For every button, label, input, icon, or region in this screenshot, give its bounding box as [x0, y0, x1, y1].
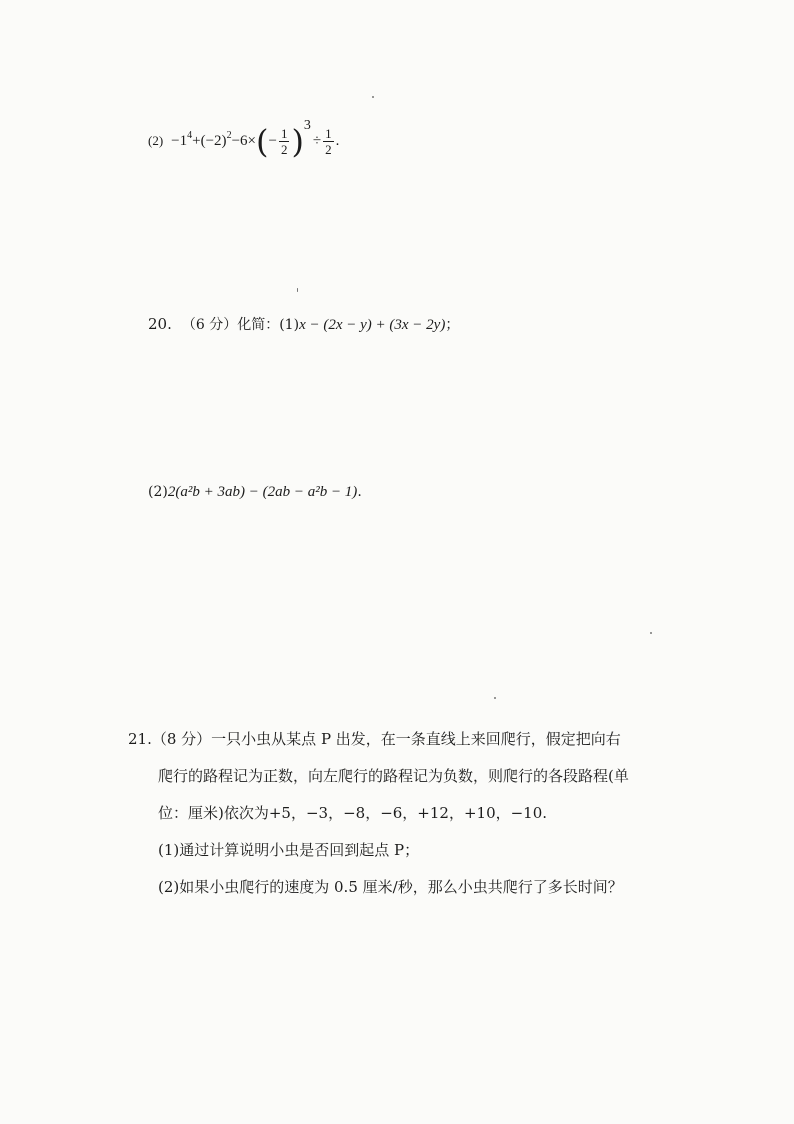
q19-term1: −1: [171, 133, 188, 149]
q19-outer-exp: 3: [303, 118, 311, 133]
q20-part1-expr: x − (2x − y) + (3x − 2y): [299, 317, 446, 333]
q19-fraction: [279, 127, 290, 156]
q20-part2-expr: 2(a²b + 3ab) − (2ab − a²b − 1): [167, 484, 358, 500]
scan-speck: [297, 288, 298, 292]
q19-term3: −6×: [231, 133, 256, 149]
q19-fraction-den: 2: [280, 142, 288, 158]
q19-end: .: [335, 133, 340, 149]
q20-points: （6 分）化简：: [181, 317, 280, 333]
q21-line3: 位：厘米)依次为+5，−3，−8，−6，+12，+10，−10.: [158, 804, 548, 822]
scan-speck: [372, 96, 374, 98]
q19-term2: +(−2): [192, 133, 227, 149]
q19-term2-exp: 2: [226, 130, 232, 141]
q19-div: ÷: [312, 133, 322, 149]
q21-sub1: (1)通过计算说明小虫是否回到起点 P；: [158, 841, 420, 859]
q19-fraction-num: 1: [280, 126, 288, 142]
q20-number: 20.: [148, 315, 172, 333]
q19-inner-sign: −: [268, 133, 277, 149]
scan-speck: [650, 632, 652, 634]
q21-line1-text: （8 分）一只小虫从某点 P 出发，在一条直线上来回爬行，假定把向右: [151, 730, 621, 748]
q20-line: [148, 314, 459, 334]
q19-part2-label: (2): [148, 133, 164, 148]
q20-part1-label: (1): [279, 317, 300, 333]
q21-number: 21.: [128, 730, 152, 748]
q21-line1: [128, 728, 621, 749]
q19-part2-expression: [148, 118, 340, 161]
q21-sub2: (2)如果小虫爬行的速度为 0.5 厘米/秒，那么小虫共爬行了多长时间？: [158, 878, 623, 896]
q19-left-paren: (: [255, 122, 269, 161]
q19-right-paren: ): [291, 122, 304, 161]
q20-part2-end: .: [357, 484, 362, 500]
q20-part2-line: [148, 484, 362, 501]
q19-fraction2: [323, 127, 334, 156]
q19-fraction2-num: 1: [325, 126, 332, 142]
q19-term1-exp: 4: [187, 130, 193, 141]
q20-part1-end: ；: [445, 317, 460, 333]
q20-part2-label: (2): [148, 484, 168, 500]
q19-fraction2-den: 2: [325, 142, 332, 158]
scan-speck: [494, 697, 496, 699]
q21-line2: 爬行的路程记为正数，向左爬行的路程记为负数，则爬行的各段路程(单: [158, 767, 629, 785]
